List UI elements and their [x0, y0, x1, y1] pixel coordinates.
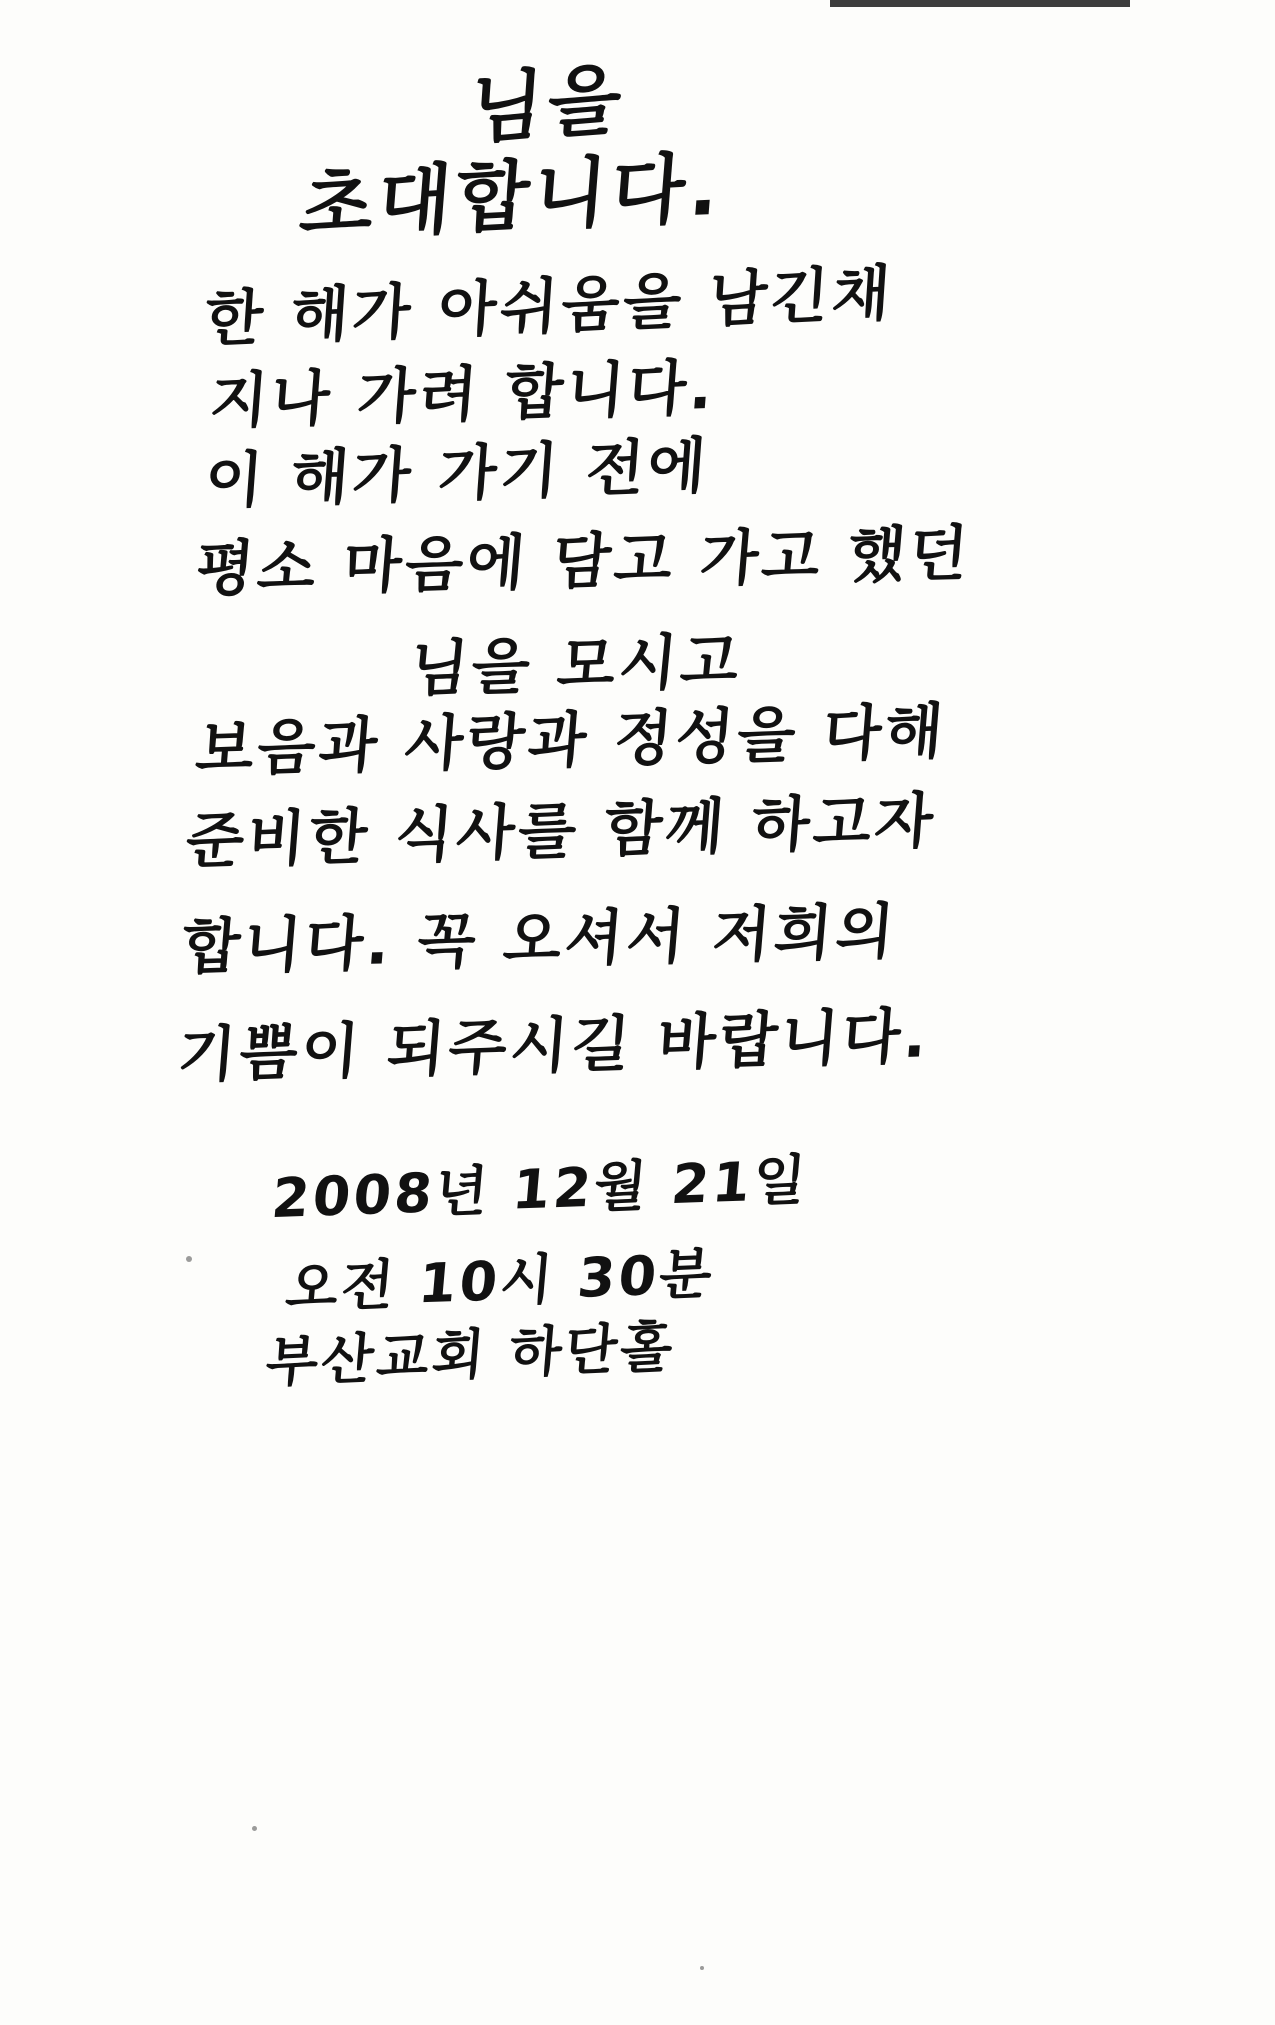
- letter-title-line: 님을: [466, 53, 629, 155]
- letter-body-line: 합니다. 꼭 오셔서 저희의: [179, 896, 901, 984]
- letter-body-line: 한 해가 아쉬움을 남긴채: [202, 258, 896, 356]
- letter-body-line: 지나 가려 합니다.: [207, 352, 719, 438]
- letter-body-line: 님을 모시고: [406, 626, 746, 706]
- letter-body-line: 이 해가 가기 전에: [202, 431, 712, 518]
- letter-body-line: 기쁨이 되주시길 바랍니다.: [175, 1001, 934, 1092]
- event-venue-line: 부산교회 하단홀: [263, 1315, 679, 1395]
- letter-body-line: 보음과 사랑과 정성을 다해: [193, 696, 950, 786]
- letter-title-line: 초대합니다.: [296, 142, 727, 251]
- event-date-line: 2008년 12월 21일: [269, 1148, 812, 1231]
- event-time-line: 오전 10시 30분: [283, 1241, 718, 1321]
- letter-body-line: 평소 마음에 담고 가고 했던: [193, 518, 974, 606]
- letter-body-line: 준비한 식사를 함께 하고자: [183, 785, 940, 878]
